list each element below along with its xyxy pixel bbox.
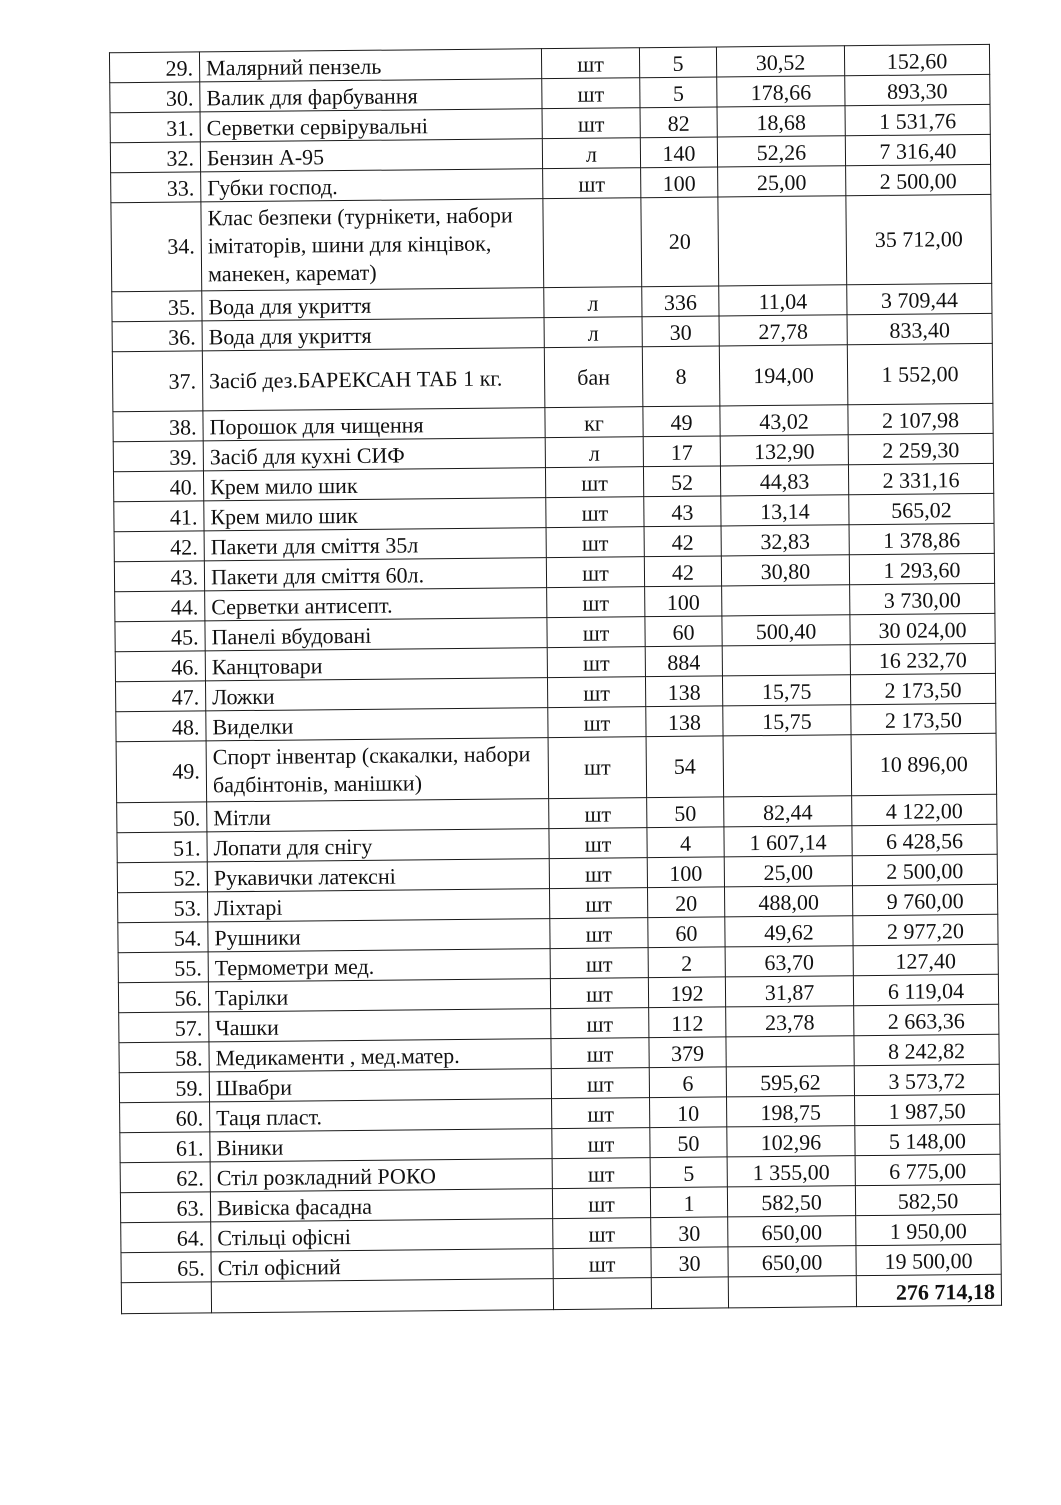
- unit-cell: шт: [550, 888, 648, 919]
- item-name: Губки господ.: [201, 169, 543, 202]
- price-cell: 30,52: [716, 46, 844, 77]
- price-cell: 15,75: [723, 705, 851, 736]
- sum-cell: 565,02: [849, 493, 994, 524]
- sum-cell: 8 242,82: [854, 1034, 999, 1065]
- row-number: 61.: [120, 1132, 210, 1163]
- item-name: Вода для укриття: [202, 288, 544, 321]
- quantity-cell: 140: [640, 137, 717, 168]
- unit-cell: шт: [547, 677, 645, 708]
- quantity-cell: 52: [643, 466, 720, 497]
- price-cell: 49,62: [725, 916, 853, 947]
- row-number: 29.: [109, 52, 199, 83]
- unit-cell: шт: [549, 858, 647, 889]
- price-cell: [726, 1036, 854, 1067]
- row-number: 57.: [119, 1012, 209, 1043]
- price-cell: [718, 196, 847, 286]
- quantity-cell: 17: [643, 436, 720, 467]
- price-cell: 194,00: [719, 345, 848, 406]
- unit-cell: шт: [548, 737, 647, 799]
- price-cell: 178,66: [717, 76, 845, 107]
- unit-cell: л: [542, 138, 640, 169]
- price-cell: 27,78: [719, 315, 847, 346]
- item-name: Стільці офісні: [211, 1219, 553, 1252]
- price-cell: 30,80: [721, 555, 849, 586]
- sum-cell: 2 977,20: [853, 914, 998, 945]
- item-name: Термометри мед.: [208, 949, 550, 982]
- row-number: 34.: [111, 202, 202, 292]
- price-cell: 63,70: [725, 946, 853, 977]
- item-name: Вивіска фасадна: [210, 1189, 552, 1222]
- quantity-cell: 82: [640, 107, 717, 138]
- quantity-cell: 50: [650, 1127, 727, 1158]
- price-cell: 32,83: [721, 525, 849, 556]
- price-cell: 650,00: [728, 1216, 856, 1247]
- item-name: Спорт інвентар (скакалки, набори бадбінтонів, манішки): [206, 738, 549, 802]
- sum-cell: 2 173,50: [850, 673, 995, 704]
- sum-cell: 9 760,00: [852, 884, 997, 915]
- quantity-cell: 6: [649, 1067, 726, 1098]
- item-name: Засіб дез.БАРЕКСАН ТАБ 1 кг.: [202, 348, 545, 411]
- quantity-cell: 1: [650, 1187, 727, 1218]
- row-number: 35.: [112, 291, 202, 322]
- quantity-cell: 42: [644, 526, 721, 557]
- sum-cell: 833,40: [847, 313, 992, 344]
- row-number: 63.: [120, 1192, 210, 1223]
- sum-cell: 3 573,72: [854, 1064, 999, 1095]
- sum-cell: 2 500,00: [846, 164, 991, 195]
- row-number: 33.: [111, 172, 201, 203]
- table-body: [109, 44, 1001, 1282]
- item-name: Малярний пензель: [199, 49, 541, 82]
- price-cell: 44,83: [720, 465, 848, 496]
- quantity-cell: 379: [649, 1037, 726, 1068]
- sum-cell: 1 552,00: [847, 343, 993, 404]
- unit-cell: л: [544, 317, 642, 348]
- quantity-cell: 112: [649, 1007, 726, 1038]
- item-name: Стіл офісний: [211, 1249, 553, 1282]
- item-name: Канцтовари: [205, 648, 547, 681]
- item-name: Засіб для кухні СИФ: [203, 438, 545, 471]
- price-cell: 132,90: [720, 435, 848, 466]
- unit-cell: шт: [547, 617, 645, 648]
- quantity-cell: 54: [646, 736, 724, 798]
- item-name: Валик для фарбування: [200, 79, 542, 112]
- sum-cell: 3 709,44: [847, 283, 992, 314]
- quantity-cell: 884: [645, 646, 722, 677]
- row-number: 48.: [116, 711, 206, 742]
- item-name: Виделки: [206, 708, 548, 741]
- item-name: Стіл розкладний РОКО: [210, 1159, 552, 1192]
- row-number: 38.: [113, 411, 203, 442]
- price-cell: 25,00: [724, 856, 852, 887]
- quantity-cell: 138: [645, 676, 722, 707]
- row-number: 54.: [118, 922, 208, 953]
- item-name: Віники: [210, 1129, 552, 1162]
- item-name: Пакети для сміття 60л.: [204, 558, 546, 591]
- unit-cell: л: [544, 287, 642, 318]
- unit-cell: бан: [544, 347, 643, 408]
- unit-cell: шт: [551, 1008, 649, 1039]
- item-name: Клас безпеки (турнікети, набори імітаторів, шини для кінцівок, манекен, каремат): [201, 199, 544, 291]
- unit-cell: шт: [548, 707, 646, 738]
- item-name: Ложки: [205, 678, 547, 711]
- row-number: 60.: [120, 1102, 210, 1133]
- item-name: Лопати для снігу: [207, 829, 549, 862]
- table-row: [111, 194, 992, 291]
- row-number: 50.: [117, 802, 207, 833]
- unit-cell: шт: [547, 587, 645, 618]
- unit-cell: шт: [549, 798, 647, 829]
- row-number: 41.: [114, 501, 204, 532]
- item-name: Крем мило шик: [204, 498, 546, 531]
- quantity-cell: 42: [644, 556, 721, 587]
- sum-cell: 2 663,36: [854, 1004, 999, 1035]
- price-cell: 595,62: [726, 1066, 854, 1097]
- price-cell: 1 607,14: [724, 826, 852, 857]
- unit-cell: [543, 198, 642, 288]
- row-number: 49.: [116, 741, 207, 803]
- quantity-cell: 100: [645, 586, 722, 617]
- quantity-cell: 30: [651, 1247, 728, 1278]
- row-number: 46.: [115, 651, 205, 682]
- quantity-cell: 5: [639, 47, 716, 78]
- row-number: 56.: [118, 982, 208, 1013]
- item-name: Рушники: [208, 919, 550, 952]
- quantity-cell: 10: [650, 1097, 727, 1128]
- sum-cell: 35 712,00: [846, 194, 992, 284]
- sum-cell: 582,50: [855, 1184, 1000, 1215]
- price-cell: 52,26: [717, 136, 845, 167]
- unit-cell: шт: [552, 1158, 650, 1189]
- item-name: Тарілки: [208, 979, 550, 1012]
- row-number: 55.: [118, 952, 208, 983]
- quantity-cell: 100: [647, 857, 724, 888]
- unit-cell: шт: [545, 467, 643, 498]
- quantity-cell: 30: [642, 316, 719, 347]
- unit-cell: шт: [541, 48, 639, 79]
- row-number: 52.: [117, 862, 207, 893]
- quantity-cell: 60: [648, 917, 725, 948]
- item-name: Пакети для сміття 35л: [204, 528, 546, 561]
- quantity-cell: 20: [647, 887, 724, 918]
- quantity-cell: 60: [645, 616, 722, 647]
- row-number: 47.: [115, 681, 205, 712]
- price-cell: 25,00: [718, 166, 846, 197]
- row-number: 51.: [117, 832, 207, 863]
- price-cell: 198,75: [727, 1096, 855, 1127]
- sum-cell: 6 119,04: [853, 974, 998, 1005]
- item-name: Рукавички латексні: [207, 859, 549, 892]
- unit-cell: шт: [546, 497, 644, 528]
- quantity-cell: 2: [648, 947, 725, 978]
- price-cell: 1 355,00: [727, 1156, 855, 1187]
- row-number: 40.: [113, 471, 203, 502]
- price-cell: 13,14: [721, 495, 849, 526]
- sum-cell: 10 896,00: [851, 733, 997, 795]
- unit-cell: шт: [550, 948, 648, 979]
- sum-cell: 3 730,00: [850, 583, 995, 614]
- sum-cell: 2 173,50: [851, 703, 996, 734]
- row-number: 59.: [119, 1072, 209, 1103]
- item-name: Медикаменти , мед.матер.: [209, 1039, 551, 1072]
- item-name: Серветки сервірувальні: [200, 109, 542, 142]
- total-empty-cell: [121, 1282, 211, 1314]
- unit-cell: шт: [552, 1098, 650, 1129]
- sum-cell: 16 232,70: [850, 643, 995, 674]
- total-empty-cell: [728, 1276, 856, 1308]
- unit-cell: л: [545, 437, 643, 468]
- total-empty-cell: [553, 1278, 651, 1310]
- row-number: 44.: [115, 591, 205, 622]
- sum-cell: 2 331,16: [848, 463, 993, 494]
- item-name: Серветки антисепт.: [205, 588, 547, 621]
- sum-cell: 127,40: [853, 944, 998, 975]
- price-cell: [722, 645, 850, 676]
- sum-cell: 152,60: [844, 44, 989, 75]
- unit-cell: шт: [551, 1068, 649, 1099]
- item-name: Ліхтарі: [208, 889, 550, 922]
- item-name: Панелі вбудовані: [205, 618, 547, 651]
- quantity-cell: 20: [641, 197, 719, 287]
- sum-cell: 1 293,60: [849, 553, 994, 584]
- sum-cell: 4 122,00: [852, 794, 997, 825]
- quantity-cell: 100: [641, 167, 718, 198]
- sum-cell: 30 024,00: [850, 613, 995, 644]
- unit-cell: шт: [550, 918, 648, 949]
- sum-cell: 5 148,00: [855, 1124, 1000, 1155]
- quantity-cell: 4: [647, 827, 724, 858]
- price-cell: 11,04: [719, 285, 847, 316]
- price-cell: 23,78: [726, 1006, 854, 1037]
- item-name: Таця пласт.: [210, 1099, 552, 1132]
- item-name: Бензин А-95: [200, 139, 542, 172]
- unit-cell: шт: [552, 1188, 650, 1219]
- sum-cell: 19 500,00: [856, 1244, 1001, 1275]
- row-number: 42.: [114, 531, 204, 562]
- sum-cell: 1 987,50: [855, 1094, 1000, 1125]
- price-cell: 82,44: [724, 796, 852, 827]
- sum-cell: 2 107,98: [848, 403, 993, 434]
- quantity-cell: 138: [646, 706, 723, 737]
- row-number: 45.: [115, 621, 205, 652]
- price-cell: 102,96: [727, 1126, 855, 1157]
- quantity-cell: 8: [642, 346, 720, 407]
- unit-cell: шт: [550, 978, 648, 1009]
- item-name: Мітли: [207, 799, 549, 832]
- price-cell: 582,50: [727, 1186, 855, 1217]
- unit-cell: шт: [547, 647, 645, 678]
- quantity-cell: 43: [644, 496, 721, 527]
- sum-cell: 2 500,00: [852, 854, 997, 885]
- unit-cell: шт: [553, 1248, 651, 1279]
- price-cell: 43,02: [720, 405, 848, 436]
- item-name: Швабри: [209, 1069, 551, 1102]
- row-number: 64.: [121, 1222, 211, 1253]
- row-number: 36.: [112, 321, 202, 352]
- inventory-table: [109, 44, 1002, 1314]
- sum-cell: 1 378,86: [849, 523, 994, 554]
- sum-cell: 1 531,76: [845, 104, 990, 135]
- quantity-cell: 49: [643, 406, 720, 437]
- sum-cell: 1 950,00: [856, 1214, 1001, 1245]
- quantity-cell: 5: [640, 77, 717, 108]
- sum-cell: 7 316,40: [845, 134, 990, 165]
- row-number: 62.: [120, 1162, 210, 1193]
- unit-cell: шт: [553, 1218, 651, 1249]
- table-row: [116, 733, 997, 802]
- unit-cell: шт: [542, 78, 640, 109]
- price-cell: [722, 585, 850, 616]
- price-cell: 500,40: [722, 615, 850, 646]
- row-number: 31.: [110, 112, 200, 143]
- row-number: 37.: [112, 351, 203, 412]
- price-cell: 31,87: [725, 976, 853, 1007]
- row-number: 32.: [110, 142, 200, 173]
- unit-cell: шт: [542, 108, 640, 139]
- unit-cell: шт: [549, 828, 647, 859]
- unit-cell: шт: [546, 527, 644, 558]
- quantity-cell: 50: [647, 797, 724, 828]
- price-cell: 15,75: [722, 675, 850, 706]
- unit-cell: шт: [552, 1128, 650, 1159]
- quantity-cell: 336: [642, 286, 719, 317]
- item-name: Порошок для чищення: [203, 408, 545, 441]
- unit-cell: кг: [545, 407, 643, 438]
- row-number: 43.: [114, 561, 204, 592]
- item-name: Крем мило шик: [203, 468, 545, 501]
- price-cell: 488,00: [724, 886, 852, 917]
- sum-cell: 6 428,56: [852, 824, 997, 855]
- unit-cell: шт: [551, 1038, 649, 1069]
- unit-cell: шт: [546, 557, 644, 588]
- quantity-cell: 5: [650, 1157, 727, 1188]
- price-cell: 650,00: [728, 1246, 856, 1277]
- price-cell: [723, 735, 852, 797]
- item-name: Чашки: [209, 1009, 551, 1042]
- grand-total: 276 714,18: [856, 1274, 1001, 1306]
- row-number: 53.: [118, 892, 208, 923]
- quantity-cell: 30: [651, 1217, 728, 1248]
- row-number: 58.: [119, 1042, 209, 1073]
- row-number: 65.: [121, 1252, 211, 1283]
- total-empty-cell: [211, 1279, 553, 1313]
- table-row: [112, 343, 993, 411]
- unit-cell: шт: [543, 168, 641, 199]
- total-empty-cell: [651, 1277, 728, 1309]
- item-name: Вода для укриття: [202, 318, 544, 351]
- sum-cell: 893,30: [845, 74, 990, 105]
- sum-cell: 2 259,30: [848, 433, 993, 464]
- quantity-cell: 192: [648, 977, 725, 1008]
- price-cell: 18,68: [717, 106, 845, 137]
- sum-cell: 6 775,00: [855, 1154, 1000, 1185]
- row-number: 39.: [113, 441, 203, 472]
- row-number: 30.: [110, 82, 200, 113]
